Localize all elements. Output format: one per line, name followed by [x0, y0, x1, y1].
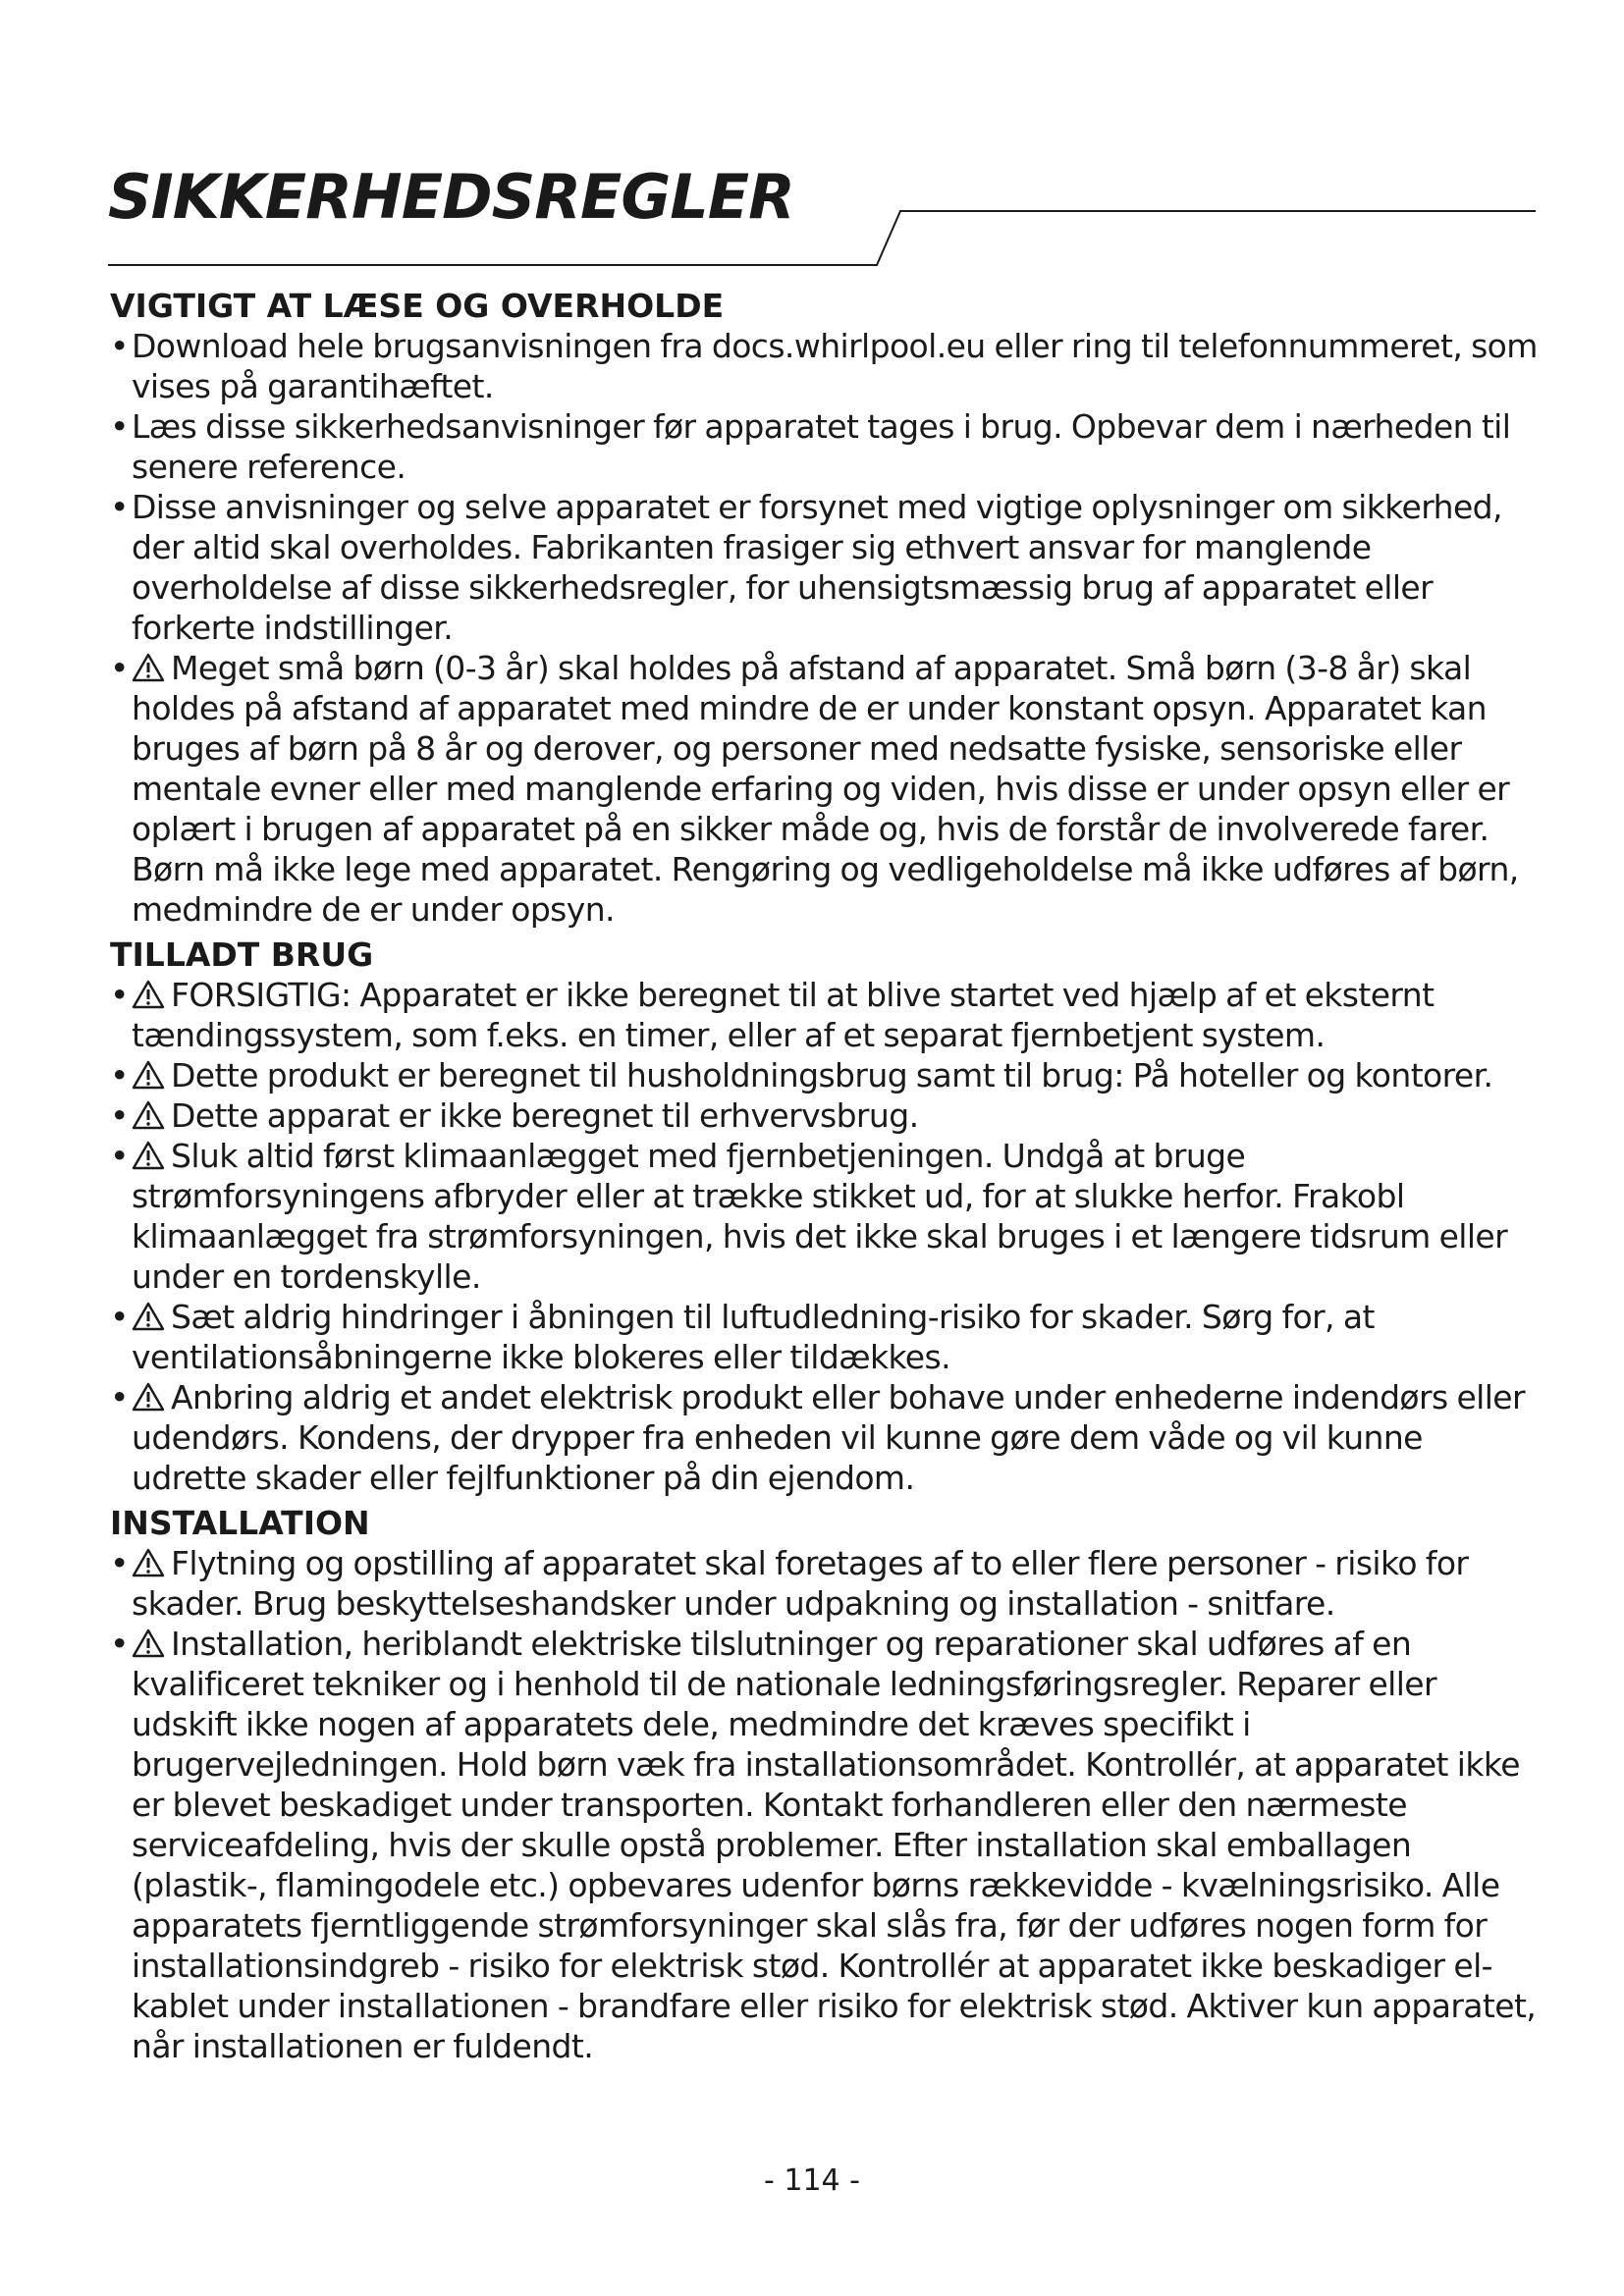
bullet-list: [110, 1543, 1543, 2066]
warning-triangle-icon: [132, 1141, 165, 1170]
warning-triangle-icon: [132, 980, 165, 1009]
section-permitted-use: [110, 935, 1543, 1498]
list-item: • Sluk altid først klimaanlægget med fjernbetjeningen. Undgå at bruge strømforsyningens afbryder eller at trække stikket ud, for at slukke herfor. Frakobl klimaanlægget fra strømforsyningen, hvis det ikke skal bruges i et længere tidsrum eller under en tordenskylle.: [110, 1137, 1508, 1296]
section-heading: TILLADT BRUG: [110, 935, 374, 974]
item-text: Dette apparat er ikke beregnet til erhvervsbrug.: [171, 1096, 919, 1135]
list-item: • Dette produkt er beregnet til husholdningsbrug samt til brug: På hoteller og kontorer.: [110, 1056, 1493, 1095]
warning-triangle-icon: [132, 1100, 165, 1130]
list-item: • Læs disse sikkerhedsanvisninger før apparatet tages i brug. Opbevar dem i nærheden til senere reference.: [110, 407, 1511, 486]
item-text: Læs disse sikkerhedsanvisninger før apparatet tages i brug. Opbevar dem i nærheden til senere reference.: [132, 407, 1511, 486]
section-heading: INSTALLATION: [110, 1504, 370, 1542]
warning-triangle-icon: [132, 1548, 165, 1577]
bullet-list: [110, 326, 1543, 930]
section-heading: VIGTIGT AT LÆSE OG OVERHOLDE: [110, 287, 725, 325]
list-item: • Sæt aldrig hindringer i åbningen til luftudledning-risiko for skader. Sørg for, at ventilationsåbningerne ikke blokeres eller tildækkes.: [110, 1298, 1375, 1376]
warning-triangle-icon: [132, 653, 165, 682]
list-item: • FORSIGTIG: Apparatet er ikke beregnet til at blive startet ved hjælp af et eksternt tændingssystem, som f.eks. en timer, eller af et separat fjernbetjent system.: [110, 976, 1435, 1054]
item-text: Anbring aldrig et andet elektrisk produkt eller bohave under enhederne indendørs eller udendørs. Kondens, der drypper fra enheden vil kunne gøre dem våde og vil kunne udrette skader eller fejlfunktioner på din ejendom.: [132, 1378, 1525, 1497]
warning-triangle-icon: [132, 1060, 165, 1090]
list-item: • Download hele brugsanvisningen fra docs.whirlpool.eu eller ring til telefonnummeret, som vises på garantihæftet.: [110, 327, 1538, 405]
item-text: Sæt aldrig hindringer i åbningen til luftudledning-risiko for skader. Sørg for, at ventilationsåbningerne ikke blokeres eller tildækkes.: [132, 1298, 1375, 1376]
safety-content: [110, 287, 1543, 2072]
page-title: SIKKERHEDSREGLER: [108, 161, 794, 233]
list-item: • Meget små børn (0-3 år) skal holdes på afstand af apparatet. Små børn (3-8 år) skal holdes på afstand af apparatet med mindre de er under konstant opsyn. Apparatet kan bruges af børn på 8 år og derover, og personer med nedsatte fysiske, sensoriske eller mentale evner eller med manglende erfaring og viden, hvis disse er under opsyn eller er oplært i brugen af apparatet på en sikker måde og, hvis de forstår de involverede farer. Børn må ikke lege med apparatet. Rengøring og vedligeholdelse må ikke udføres af børn, medmindre de er under opsyn.: [110, 649, 1519, 929]
warning-triangle-icon: [132, 1302, 165, 1331]
page-number: - 114 -: [764, 2163, 860, 2198]
item-text: Disse anvisninger og selve apparatet er forsynet med vigtige oplysninger om sikkerhed, der altid skal overholdes. Fabrikanten frasiger sig ethvert ansvar for manglende overholdelse af disse sikkerhedsregler, for uhensigtsmæssig brug af apparatet eller forkerte indstillinger.: [132, 488, 1502, 647]
title-underline: [0, 0, 1624, 294]
bullet-list: [110, 975, 1543, 1498]
warning-triangle-icon: [132, 1382, 165, 1412]
list-item: • Disse anvisninger og selve apparatet er forsynet med vigtige oplysninger om sikkerhed, der altid skal overholdes. Fabrikanten frasiger sig ethvert ansvar for manglende overholdelse af disse sikkerhedsregler, for uhensigtsmæssig brug af apparatet eller forkerte indstillinger.: [110, 488, 1502, 647]
list-item: • Anbring aldrig et andet elektrisk produkt eller bohave under enhederne indendørs eller udendørs. Kondens, der drypper fra enheden vil kunne gøre dem våde og vil kunne udrette skader eller fejlfunktioner på din ejendom.: [110, 1378, 1525, 1497]
section-installation: [110, 1504, 1543, 2066]
list-item: • Flytning og opstilling af apparatet skal foretages af to eller flere personer - risiko for skader. Brug beskyttelseshandsker under udpakning og installation - snitfare.: [110, 1544, 1469, 1623]
item-text: Sluk altid først klimaanlægget med fjernbetjeningen. Undgå at bruge strømforsyningens afbryder eller at trække stikket ud, for at slukke herfor. Frakobl klimaanlægget fra strømforsyningen, hvis det ikke skal bruges i et længere tidsrum eller under en tordenskylle.: [132, 1137, 1508, 1296]
list-item: • Dette apparat er ikke beregnet til erhvervsbrug.: [110, 1096, 919, 1135]
section-important: [110, 287, 1543, 930]
item-text: FORSIGTIG: Apparatet er ikke beregnet til at blive startet ved hjælp af et eksternt tændingssystem, som f.eks. en timer, eller af et separat fjernbetjent system.: [132, 976, 1435, 1054]
list-item: • Installation, heriblandt elektriske tilslutninger og reparationer skal udføres af en kvalificeret tekniker og i henhold til de nationale ledningsføringsregler. Reparer eller udskift ikke nogen af apparatets dele, medmindre det kræves specifikt i brugervejledningen. Hold børn væk fra installationsområdet. Kontrollér, at apparatet ikke er blevet beskadiget under transporten. Kontakt forhandleren eller den nærmeste serviceafdeling, hvis der skulle opstå problemer. Efter installation skal emballagen (plastik-, flamingodele etc.) opbevares udenfor børns rækkevidde - kvælningsrisiko. Alle apparatets fjerntliggende strømforsyninger skal slås fra, før der udføres nogen form for installationsindgreb - risiko for elektrisk stød. Kontrollér at apparatet ikke beskadiger el-kablet under installationen - brandfare eller risiko for elektrisk stød. Aktiver kun apparatet, når installationen er fuldendt.: [110, 1625, 1537, 2065]
warning-triangle-icon: [132, 1629, 165, 1658]
item-text: Download hele brugsanvisningen fra docs.whirlpool.eu eller ring til telefonnummeret, som vises på garantihæftet.: [132, 327, 1538, 405]
item-text: Dette produkt er beregnet til husholdningsbrug samt til brug: På hoteller og kontorer.: [171, 1056, 1493, 1095]
item-text: Flytning og opstilling af apparatet skal foretages af to eller flere personer - risiko for skader. Brug beskyttelseshandsker under udpakning og installation - snitfare.: [132, 1544, 1469, 1623]
item-text: Installation, heriblandt elektriske tilslutninger og reparationer skal udføres af en kvalificeret tekniker og i henhold til de nationale ledningsføringsregler. Reparer eller udskift ikke nogen af apparatets dele, medmindre det kræves specifikt i brugervejledningen. Hold børn væk fra installationsområdet. Kontrollér, at apparatet ikke er blevet beskadiget under transporten. Kontakt forhandleren eller den nærmeste serviceafdeling, hvis der skulle opstå problemer. Efter installation skal emballagen (plastik-, flamingodele etc.) opbevares udenfor børns rækkevidde - kvælningsrisiko. Alle apparatets fjerntliggende strømforsyninger skal slås fra, før der udføres nogen form for installationsindgreb - risiko for elektrisk stød. Kontrollér at apparatet ikke beskadiger el-kablet under installationen - brandfare eller risiko for elektrisk stød. Aktiver kun apparatet, når installationen er fuldendt.: [132, 1625, 1537, 2065]
item-text: Meget små børn (0-3 år) skal holdes på afstand af apparatet. Små børn (3-8 år) skal holdes på afstand af apparatet med mindre de er under konstant opsyn. Apparatet kan bruges af børn på 8 år og derover, og personer med nedsatte fysiske, sensoriske eller mentale evner eller med manglende erfaring og viden, hvis disse er under opsyn eller er oplært i brugen af apparatet på en sikker måde og, hvis de forstår de involverede farer. Børn må ikke lege med apparatet. Rengøring og vedligeholdelse må ikke udføres af børn, medmindre de er under opsyn.: [132, 649, 1519, 929]
